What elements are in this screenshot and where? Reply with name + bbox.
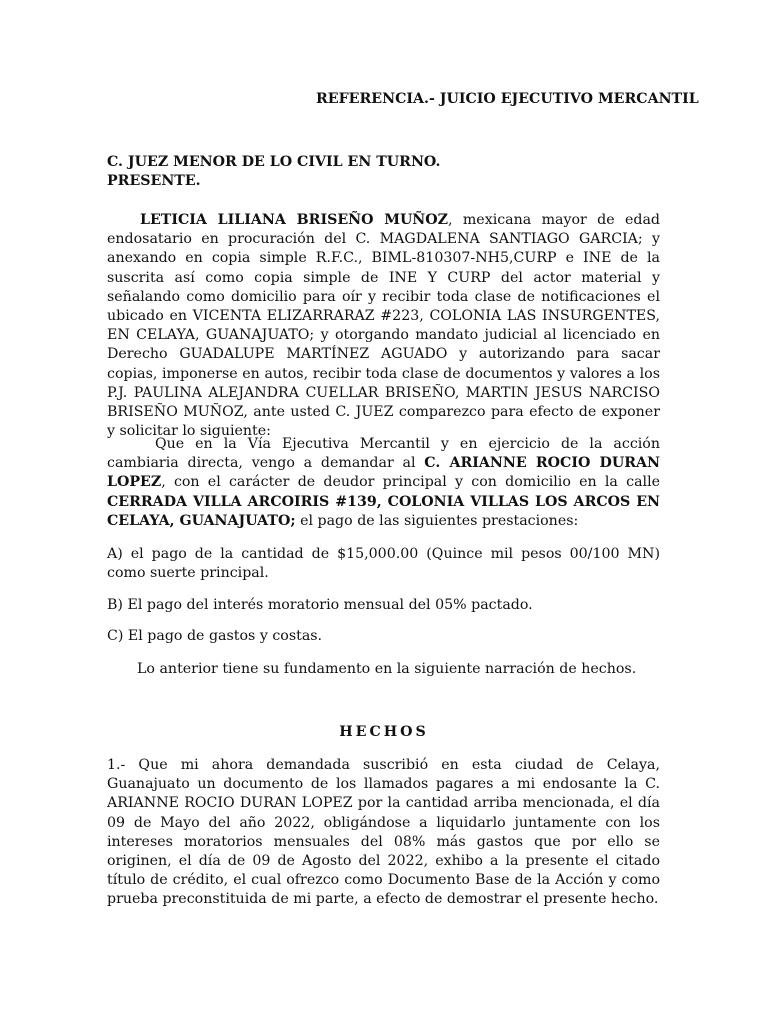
item-a: A) el pago de la cantidad de $15,000.00 (Quince mil pesos 00/100 MN) como suerte principal.	[107, 546, 660, 582]
reference-line: REFERENCIA.- JUICIO EJECUTIVO MERCANTIL	[316, 91, 699, 107]
claim-paragraph	[107, 435, 660, 531]
claim-text-3: el pago de las siguientes prestaciones:	[295, 512, 579, 529]
intro-text: , mexicana mayor de edad endosatario en procuración del C. MAGDALENA SANTIAGO GARCIA; y anexando en copia simple R.F.C., BIML-810307-NH5,CURP e INE de la suscrita así como copia simple de INE Y CURP del actor material y señalando como domicilio para oír y recibir toda clase de notificaciones el ubicado en VICENTA ELIZARRARAZ #223, COLONIA LAS INSURGENTES, EN CELAYA, GUANAJUATO; y otorgando mandato judicial al licenciado en Derecho GUADALUPE MARTÍNEZ AGUADO y autorizando para sacar copias, imponerse en autos, recibir toda clase de documentos y valores a los P.J. PAULINA ALEJANDRA CUELLAR BRISEÑO, MARTIN JESUS NARCISO BRISEÑO MUÑOZ, ante usted C. JUEZ comparezco para efecto de exponer y solicitar lo siguiente:	[107, 212, 660, 440]
hechos-heading: HECHOS	[339, 724, 429, 740]
intro-paragraph	[107, 211, 660, 441]
addressee-judge: C. JUEZ MENOR DE LO CIVIL EN TURNO.	[107, 154, 441, 170]
claim-text-2: , con el carácter de deudor principal y con domicilio en la calle	[161, 474, 660, 491]
defendant-address: CERRADA VILLA ARCOIRIS #139, COLONIA VILLAS LOS ARCOS EN CELAYA, GUANAJUATO;	[107, 493, 660, 529]
hecho-1: 1.- Que mi ahora demandada suscribió en esta ciudad de Celaya, Guanajuato un documento de los llamados pagares a mi endosante la C. ARIANNE ROCIO DURAN LOPEZ por la cantidad arriba mencionada, el día 09 de Mayo del año 2022, obligándose a liquidarlo juntamente con los intereses moratorios mensuales del 08% más gastos que por ello se originen, el día de 09 de Agosto del 2022, exhibo a la presente el citado título de crédito, el cual ofrezco como Documento Base de la Acción y como prueba preconstituida de mi parte, a efecto de demostrar el presente hecho.	[107, 757, 660, 908]
item-c: C) El pago de gastos y costas.	[107, 628, 323, 644]
addressee-present: PRESENTE.	[107, 173, 201, 189]
claim-text-1: Que en la Vía Ejecutiva Mercantil y en ejercicio de la acción cambiaria directa, vengo a demandar al	[107, 436, 660, 472]
plaintiff-name: LETICIA LILIANA BRISEÑO MUÑOZ	[140, 212, 448, 228]
defendant-name: C. ARIANNE ROCIO DURAN LOPEZ	[107, 455, 660, 491]
foundation-text: Lo anterior tiene su fundamento en la siguiente narración de hechos.	[137, 661, 637, 677]
item-b: B) El pago del interés moratorio mensual del 05% pactado.	[107, 597, 533, 613]
